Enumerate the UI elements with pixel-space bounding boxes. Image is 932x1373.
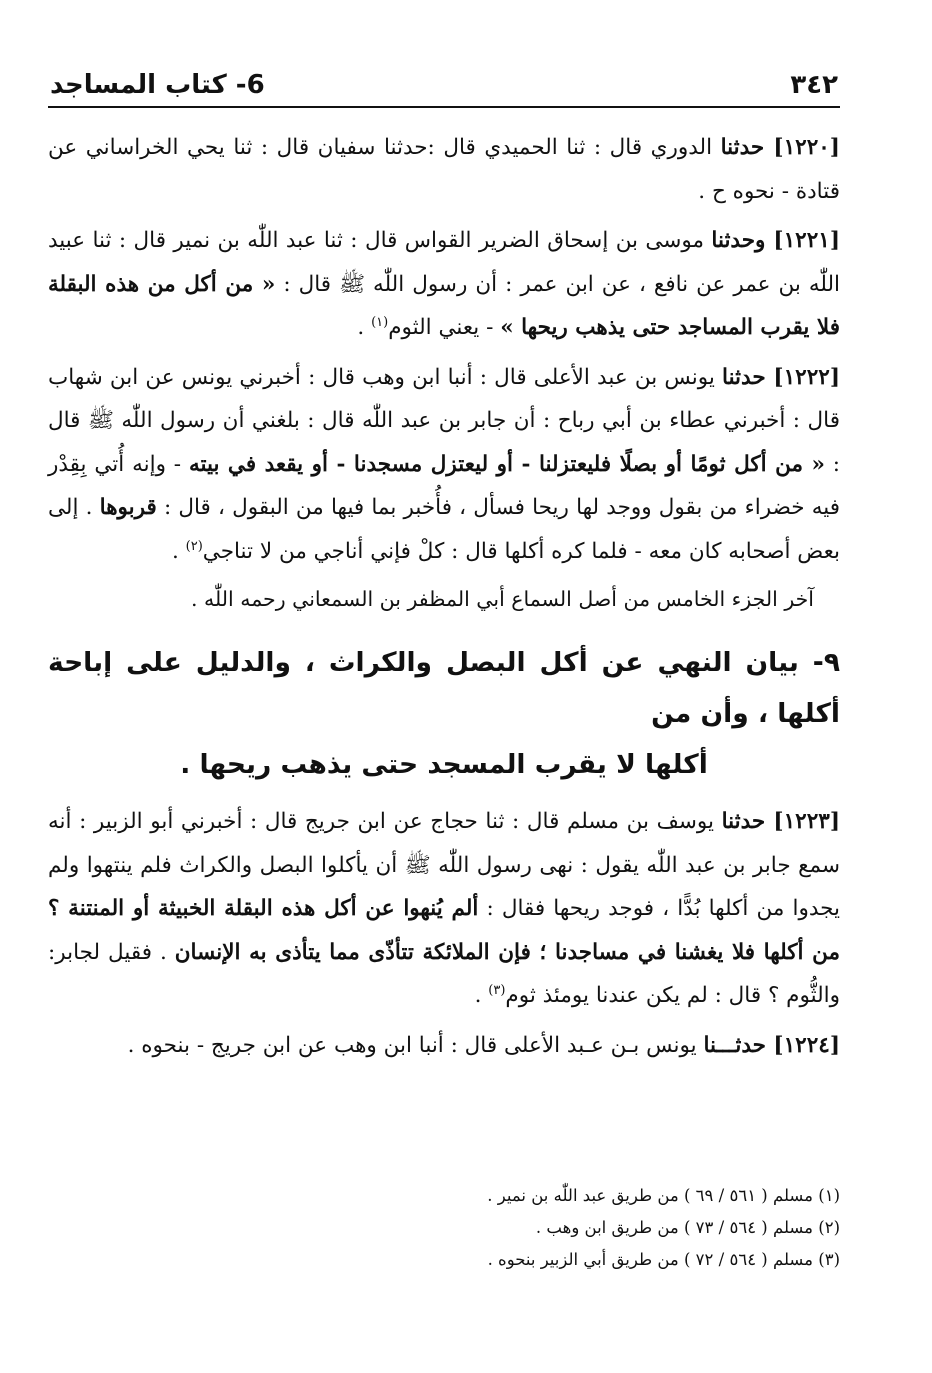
hadith-text: يونس بـن عـبد الأعلى قال : أنبا ابن وهب عن ابن جريج - بنحوه . bbox=[127, 1032, 704, 1058]
hadith-number: [١٢٢٤] حدثـــنا bbox=[703, 1032, 840, 1058]
hadith-text-2: - وإنه أُتي بِقِدْر فيه خضراء من بقول ووجد لها ريحا فسأل ، فأُخبر بما فيها من البقول ، قال : bbox=[48, 451, 840, 520]
hadith-text: يونس بن عبد الأعلى قال : أنبا ابن وهب قال : أخبرني يونس عن ابن شهاب قال : أخبرني عطاء بن أبي رباح : أن جابر بن عبد اللّٰه قال : بلغني أن رسول اللّٰه ﷺ قال : bbox=[48, 364, 841, 477]
hadith-number: [١٢٢٠] حدثنا bbox=[720, 135, 840, 160]
hadith-quote: « من أكل ثومًا أو بصلًا فليعتزلنا - أو ليعتزل مسجدنا - أو يقعد في بيته bbox=[188, 451, 825, 477]
footnote-2: (٢) مسلم ( ٥٦٤ / ٧٣ ) من طريق ابن وهب . bbox=[535, 1218, 840, 1237]
hadith-text: يوسف بن مسلم قال : ثنا حجاج عن ابن جريج قال : أخبرني أبو الزبير : أنه سمع جابر بن عبد اللّٰه يقول : نهى رسول اللّٰه ﷺ أن يأكلوا البصل والكراث فلم ينتهوا ولم يجدوا من أكلها بُدًّا ، فوجد ريحها فقال : bbox=[48, 809, 840, 921]
footnote-1: (١) مسلم ( ٥٦١ / ٦٩ ) من طريق عبد اللّٰه بن نمير . bbox=[487, 1186, 840, 1205]
footnote-3: (٣) مسلم ( ٥٦٤ / ٧٢ ) من طريق أبي الزبير بنحوه . bbox=[487, 1250, 840, 1269]
hadith-end: . bbox=[171, 538, 186, 564]
colophon-note: آخر الجزء الخامس من أصل السماع أبي المظفر بن السمعاني رحمه اللّٰه . bbox=[190, 587, 814, 611]
hadith-quote: ألم يُنهوا عن أكل هذه البقلة الخبيثة أو المنتنة ؟ من أكلها فلا يغشنا في مساجدنا ؛ فإن الملائكة تتأذّى مما يتأذى به الإنسان bbox=[48, 896, 840, 965]
hadith-tail: - يعني الثوم bbox=[388, 315, 501, 340]
chapter-heading-line1: ٩- بيان النهي عن أكل البصل والكراث ، والدليل على إباحة أكلها ، وأن من bbox=[48, 647, 840, 729]
page-body bbox=[48, 70, 840, 1073]
hadith-number: [١٢٢٢] حدثنا bbox=[722, 364, 840, 390]
hadith-end: . bbox=[357, 315, 372, 340]
hadith-1220 bbox=[48, 126, 840, 213]
hadith-1223 bbox=[48, 800, 840, 1018]
footnotes bbox=[420, 1180, 840, 1276]
footnote-ref[interactable]: (٣) bbox=[488, 982, 506, 998]
hadith-text-3: . إلى بعض أصحابه كان معه - فلما كره أكلها قال : كلْ فإني أناجي من لا تناجي bbox=[48, 495, 840, 564]
footnote-ref[interactable]: (٢) bbox=[185, 538, 203, 554]
hadith-end: . bbox=[474, 983, 489, 1008]
hadith-text-2: . فقيل لجابر: والثُّوم ؟ قال : لم يكن عندنا يومئذ ثوم bbox=[48, 939, 840, 1008]
hadith-1224 bbox=[48, 1024, 840, 1068]
chapter-title: 6- كتاب المساجد bbox=[50, 70, 265, 100]
header-rule bbox=[48, 106, 840, 108]
footnote-ref[interactable]: (١) bbox=[371, 314, 389, 330]
page-number: ٣٤٢ bbox=[790, 70, 838, 100]
chapter-heading-line2: أكلها لا يقرب المسجد حتى يذهب ريحها . bbox=[180, 749, 708, 780]
running-header bbox=[48, 70, 840, 106]
hadith-text: الدوري قال : ثنا الحميدي قال :حدثنا سفيان قال : ثنا يحي الخراساني عن قتادة - نحوه ح . bbox=[48, 135, 840, 204]
hadith-bold-word: قربوها bbox=[99, 495, 157, 520]
chapter-heading bbox=[48, 637, 840, 790]
hadith-quote: « من أكل من هذه البقلة فلا يقرب المساجد حتى يذهب ريحها » bbox=[48, 271, 840, 340]
hadith-number: [١٢٢٣] حدثنا bbox=[721, 809, 840, 834]
hadith-1222 bbox=[48, 356, 840, 574]
hadith-number: [١٢٢١] وحدثنا bbox=[711, 228, 840, 253]
hadith-text: موسى بن إسحاق الضرير القواس قال : ثنا عبد اللّٰه بن نمير قال : ثنا عبيد اللّٰه بن عمر عن نافع ، عن ابن عمر : أن رسول اللّٰه ﷺ قال : bbox=[48, 228, 841, 297]
hadith-1221 bbox=[48, 219, 840, 350]
